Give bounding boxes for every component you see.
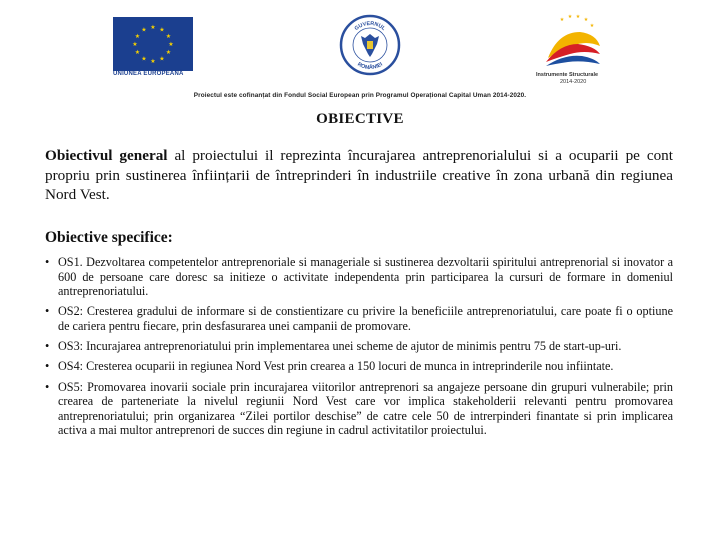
svg-text:★: ★	[134, 49, 141, 56]
svg-text:★: ★	[567, 14, 573, 20]
svg-text:★: ★	[141, 26, 147, 34]
specific-objectives-list	[45, 255, 673, 444]
svg-text:★: ★	[150, 58, 156, 65]
objective-item: • OS4: Cresterea ocuparii in regiunea Nord Vest prin crearea a 150 locuri de munca in intreprinderile nou infiintate.	[45, 359, 673, 374]
svg-text:★: ★	[132, 41, 138, 48]
is-caption	[536, 72, 626, 86]
svg-text:GUVERNUL: GUVERNUL	[353, 20, 387, 33]
eu-flag-logo	[113, 17, 193, 77]
objective-item: • OS2: Cresterea gradului de informare si de constientizare cu privire la beneficiile antreprenoriatului, care poate fi o optiune de cariera pentru fiecare, prin desfasurarea unei campanii de promovare.	[45, 304, 673, 333]
svg-text:★: ★	[134, 33, 141, 40]
government-emblem-logo	[339, 14, 401, 76]
is-caption-years: 2014-2020	[560, 79, 587, 85]
eu-caption: UNIUNEA EUROPEANĂ	[113, 71, 184, 77]
svg-text:★: ★	[165, 49, 172, 56]
objective-item: • OS1. Dezvoltarea competentelor antreprenoriale si manageriale si sustinerea dezvoltarii spiritului antreprenorial si inovator a 600 de persoane care doresc sa initieze o activitate independenta prin participarea la cursuri de formare in domeniul antreprenoriatului.	[45, 255, 673, 299]
specific-objectives-heading: Obiective specifice:	[45, 229, 173, 246]
general-objective-paragraph	[45, 146, 673, 205]
funding-note: Proiectul este cofinanțat din Fondul Social European prin Programul Operațional Capital Uman 2014-2020.	[193, 92, 527, 99]
svg-text:★: ★	[589, 23, 595, 29]
svg-text:★: ★	[159, 55, 165, 63]
instrumente-structurale-logo	[540, 12, 605, 70]
svg-text:★: ★	[168, 41, 174, 48]
svg-text:★: ★	[559, 17, 565, 23]
page-title: OBIECTIVE	[316, 111, 404, 127]
svg-text:★: ★	[575, 14, 581, 20]
objective-item: • OS3: Incurajarea antreprenoriatului prin implementarea unei scheme de ajutor de minimis pentru 75 de start-up-uri.	[45, 339, 673, 354]
general-objective-label: Obiectivul general	[45, 147, 168, 164]
svg-text:★: ★	[141, 55, 147, 63]
svg-text:★: ★	[583, 17, 589, 23]
svg-text:ROMÂNIEI: ROMÂNIEI	[356, 61, 384, 72]
objective-item: • OS5: Promovarea inovarii sociale prin incurajarea viitorilor antreprenori sa angajeze persoane din grupuri vulnerabile; prin crearea de parteneriate la nivelul regiunii Nord Vest care vor implica stakeholderii relevanti pentru promovarea antreprenoriatului; prin organizarea “Zilei portilor deschise” de catre cele 50 de intrerpinderi finantate si prin implicarea activa a mai multor antreprenori de succes din regiune in cadrul activitatilor proiectului.	[45, 380, 673, 438]
is-caption-title: Instrumente Structurale	[536, 72, 599, 78]
general-objective-text: al proiectului il reprezinta încurajarea antreprenorialului si a ocuparii pe cont propriu prin sustinerea înființarii de întreprinderi în industriile creative în zona urbană din regiunea Nord Vest.	[45, 147, 673, 203]
svg-text:★: ★	[159, 26, 165, 34]
svg-text:★: ★	[150, 24, 156, 31]
svg-text:★: ★	[165, 33, 172, 40]
